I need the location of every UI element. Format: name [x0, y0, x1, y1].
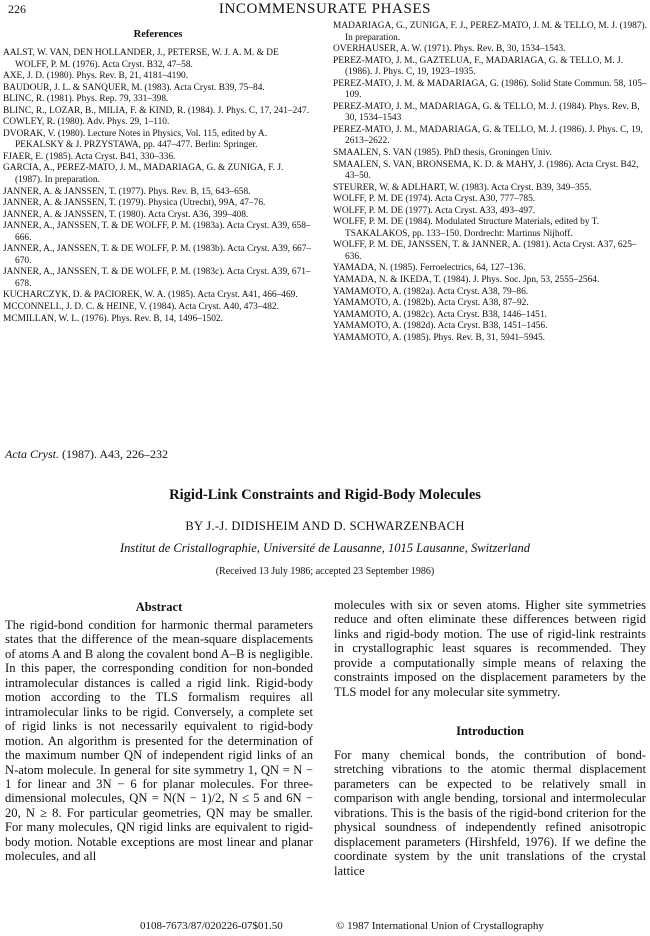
references-right-column	[333, 21, 647, 344]
reference-entry: BAUDOUR, J. L. & SANQUER, M. (1983). Acta Cryst. B39, 75–84.	[3, 82, 265, 93]
abstract-heading: Abstract	[135, 600, 183, 614]
reference-entry: JANNER, A., JANSSEN, T. & DE WOLFF, P. M. (1983c). Acta Cryst. A39, 671–678.	[3, 267, 311, 289]
article-affiliation: Institut de Cristallographie, Université de Lausanne, 1015 Lausanne, Switzerland	[119, 541, 531, 555]
received-dates: (Received 13 July 1986; accepted 23 September 1986)	[215, 566, 435, 577]
abstract-continued: molecules with six or seven atoms. Higher site symmetries reduce and often eliminate these differences between rigid links and rigid-body motion. The use of rigid-link restraints in crystallographic least squares is recommended. They provide a computationally simple means of relaxing the constraints imposed on the displacement parameters by the TLS model for any molecular site symmetry.	[334, 598, 646, 699]
reference-entry: MCCONNELL, J. D. C. & HEINE, V. (1984). Acta Cryst. A40, 473–482.	[3, 302, 279, 313]
reference-entry: PEREZ-MATO, J. M., MADARIAGA, G. & TELLO, M. J. (1986). J. Phys. C, 19, 2613–2622.	[333, 124, 643, 147]
reference-entry: WOLFF, P. M. DE (1977). Acta Cryst. A33, 493–497.	[333, 205, 536, 216]
running-title: INCOMMENSURATE PHASES	[218, 1, 432, 17]
reference-entry: JANNER, A. & JANSSEN, T. (1979). Physica (Utrecht), 99A, 47–76.	[3, 198, 266, 209]
reference-entry: JANNER, A., JANSSEN, T. & DE WOLFF, P. M. (1983a). Acta Cryst. A39, 658–666.	[3, 221, 311, 243]
reference-entry: STEURER, W. & ADLHART, W. (1983). Acta Cryst. B39, 349–355.	[333, 182, 592, 193]
reference-entry: COWLEY, R. (1980). Adv. Phys. 29, 1–110.	[3, 117, 170, 128]
reference-entry: GARCIA, A., PEREZ-MATO, J. M., MADARIAGA, G. & ZUNIGA, F. J. (1987). In preparation.	[3, 163, 284, 186]
reference-entry: JANNER, A. & JANSSEN, T. (1980). Acta Cryst. A36, 399–408.	[3, 209, 249, 220]
article-authors: BY J.-J. DIDISHEIM AND D. SCHWARZENBACH	[185, 519, 465, 533]
reference-entry: WOLFF, P. M. DE (1974). Acta Cryst. A30, 777–785.	[333, 194, 536, 205]
introduction-heading: Introduction	[456, 724, 524, 738]
reference-entry: PEREZ-MATO, J. M., GAZTELUA, F., MADARIAGA, G. & TELLO, M. J. (1986). J. Phys. C, 19, 1923–1935.	[333, 55, 624, 78]
reference-entry: BLINC, R., LOZAR, B., MILIA, F. & KIND, R. (1984). J. Phys. C, 17, 241–247.	[3, 105, 310, 116]
reference-entry: FJAER, E. (1985). Acta Cryst. B41, 330–336.	[3, 151, 176, 162]
reference-entry: YAMAMOTO, A. (1982a). Acta Cryst. A38, 79–86.	[333, 286, 529, 297]
article-citation: Acta Cryst. (1987). A43, 226–232	[5, 447, 168, 461]
references-left-column	[3, 48, 313, 325]
reference-entry: YAMAMOTO, A. (1982d). Acta Cryst. B38, 1451–1456.	[333, 321, 548, 332]
page-number: 226	[8, 2, 26, 16]
references-heading: References	[133, 29, 183, 40]
reference-entry: AALST, W. VAN, DEN HOLLANDER, J., PETERSE, W. J. A. M. & DE WOLFF, P. M. (1976). Acta Cryst. B32, 47–58.	[3, 48, 279, 70]
reference-entry: PEREZ-MATO, J. M. & MADARIAGA, G. (1986). Solid State Commun. 58, 105–109.	[333, 78, 647, 101]
abstract-text: The rigid-bond condition for harmonic thermal parameters states that the difference of the mean-square displacements of atoms A and B along the covalent bond A–B is negligible. In this paper, the corresponding condition for non-bonded intramolecular distances is called a rigid link. Rigid-body motion according to the TLS formalism requires all intramolecular links to be rigid. Conversely, a complete set of rigid links is not necessarily equivalent to rigid-body motion. An algorithm is presented for the determination of the maximum number QN of independent rigid links of an N-atom molecule. In general for site symmetry 1, QN = N − 1 for linear and 3N − 6 for planar molecules. For three-dimensional molecules, QN = N(N − 1)/2, N ≤ 5 and 6N − 20, N ≥ 8. For particular geometries, QN may be smaller. For many molecules, QN rigid links are equivalent to rigid-body motion. Notable exceptions are most linear and planar molecules, and all	[5, 618, 313, 864]
reference-entry: YAMADA, N. & IKEDA, T. (1984). J. Phys. Soc. Jpn, 53, 2555–2564.	[333, 275, 600, 286]
reference-entry: YAMAMOTO, A. (1982b). Acta Cryst. A38, 87–92.	[333, 298, 529, 309]
introduction-text: For many chemical bonds, the contribution of bond-stretching vibrations to the atomic thermal displacement parameters can be expected to be relatively small in comparison with angle bending, torsional and intermolecular vibrations. This is the basis of the rigid-bond criterion for the physical soundness of independently refined anisotropic displacement parameters (Hirshfeld, 1976). If we define the coordinate system by the unit translations of the crystal lattice	[334, 748, 646, 878]
reference-entry: YAMADA, N. (1985). Ferroelectrics, 64, 127–136.	[333, 263, 526, 274]
reference-entry: MADARIAGA, G., ZUNIGA, F. J., PEREZ-MATO, J. M. & TELLO, M. J. (1987). In preparation.	[333, 21, 648, 43]
reference-entry: KUCHARCZYK, D. & PACIOREK, W. A. (1985). Acta Cryst. A41, 466–469.	[3, 290, 298, 301]
reference-entry: AXE, J. D. (1980). Phys. Rev. B, 21, 4181–4190.	[3, 71, 189, 82]
reference-entry: DVORAK, V. (1980). Lecture Notes in Physics, Vol. 115, edited by A. PEKALSKY & J. PRZYSTAWA, pp. 447–477. Berlin: Springer.	[3, 128, 268, 151]
reference-entry: SMAALEN, S. VAN (1985). PhD thesis, Groningen Univ.	[333, 148, 552, 159]
reference-entry: PEREZ-MATO, J. M., MADARIAGA, G. & TELLO, M. J. (1984). Phys. Rev. B, 30, 1534–1543	[333, 101, 640, 124]
article-title: Rigid-Link Constraints and Rigid-Body Molecules	[169, 487, 481, 503]
reference-entry: JANNER, A., JANSSEN, T. & DE WOLFF, P. M. (1983b). Acta Cryst. A39, 667–670.	[3, 244, 312, 266]
reference-entry: OVERHAUSER, A. W. (1971). Phys. Rev. B, 30, 1534–1543.	[333, 44, 566, 55]
reference-entry: SMAALEN, S. VAN, BRONSEMA, K. D. & MAHY, J. (1986). Acta Cryst. B42, 43–50.	[333, 159, 639, 182]
footer-copyright: © 1987 International Union of Crystallography	[336, 920, 544, 932]
reference-entry: JANNER, A. & JANSSEN, T. (1977). Phys. Rev. B, 15, 643–658.	[3, 186, 251, 197]
footer-code: 0108-7673/87/020226-07$01.50	[140, 920, 283, 932]
reference-entry: YAMAMOTO, A. (1982c). Acta Cryst. B38, 1446–1451.	[333, 309, 547, 320]
reference-entry: WOLFF, P. M. DE, JANSSEN, T. & JANNER, A. (1981). Acta Cryst. A37, 625–636.	[333, 240, 637, 262]
reference-entry: YAMAMOTO, A. (1985). Phys. Rev. B, 31, 5941–5945.	[333, 332, 545, 343]
reference-entry: MCMILLAN, W. L. (1976). Phys. Rev. B, 14, 1496–1502.	[3, 313, 223, 324]
reference-entry: BLINC, R. (1981). Phys. Rep. 79, 331–398.	[3, 94, 169, 105]
reference-entry: WOLFF, P. M. DE (1984). Modulated Structure Materials, edited by T. TSAKALAKOS, pp. 133–150. Dordrecht: Martinus Nijhoff.	[333, 217, 600, 239]
